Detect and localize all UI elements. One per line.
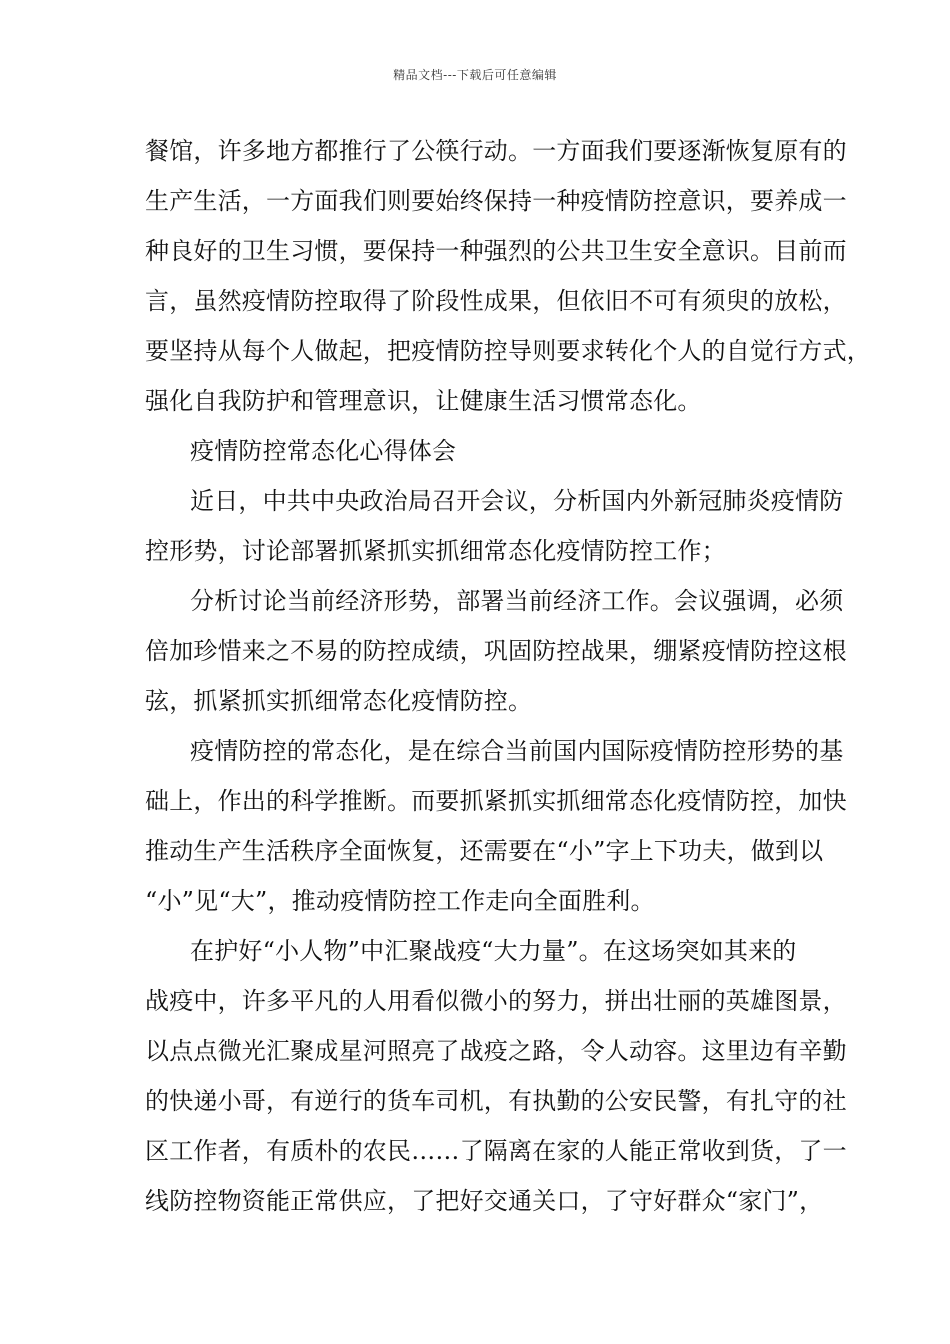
body-line: 在护好“小人物”中汇聚战疫“大力量”。在这场突如其来的 [190, 937, 797, 965]
body-line: 倍加珍惜来之不易的防控成绩，巩固防控战果，绷紧疫情防控这根 [145, 637, 847, 665]
body-line: 种良好的卫生习惯，要保持一种强烈的公共卫生安全意识。目前而 [145, 237, 847, 265]
body-line: 近日，中共中央政治局召开会议，分析国内外新冠肺炎疫情防 [190, 487, 844, 515]
body-line: 要坚持从每个人做起，把疫情防控导则要求转化个人的自觉行方式， [145, 337, 871, 365]
page-header: 精品文档---下载后可任意编辑 [393, 68, 557, 82]
body-line: 线防控物资能正常供应，了把好交通关口，了守好群众“家门”， [145, 1187, 824, 1215]
body-line: 战疫中，许多平凡的人用看似微小的努力，拼出壮丽的英雄图景， [145, 987, 847, 1015]
body-line: “小”见“大”，推动疫情防控工作走向全面胜利。 [145, 887, 655, 915]
body-line: 推动生产生活秩序全面恢复，还需要在“小”字上下功夫，做到以 [145, 837, 824, 865]
body-line: 的快递小哥，有逆行的货车司机，有执勤的公安民警，有扎守的社 [145, 1087, 847, 1115]
section-title: 疫情防控常态化心得体会 [190, 437, 457, 465]
body-line: 强化自我防护和管理意识，让健康生活习惯常态化。 [145, 387, 702, 415]
body-line: 础上，作出的科学推断。而要抓紧抓实抓细常态化疫情防控，加快 [145, 787, 847, 815]
body-line: 餐馆，许多地方都推行了公筷行动。一方面我们要逐渐恢复原有的 [145, 137, 847, 165]
body-line: 控形势，讨论部署抓紧抓实抓细常态化疫情防控工作； [145, 537, 726, 565]
body-line: 以点点微光汇聚成星河照亮了战疫之路，令人动容。这里边有辛勤 [145, 1037, 847, 1065]
body-line: 分析讨论当前经济形势，部署当前经济工作。会议强调，必须 [190, 587, 844, 615]
body-line: 生产生活，一方面我们则要始终保持一种疫情防控意识，要养成一 [145, 187, 847, 215]
body-line: 弦，抓紧抓实抓细常态化疫情防控。 [145, 687, 533, 715]
body-line: 区工作者，有质朴的农民……了隔离在家的人能正常收到货，了一 [145, 1137, 847, 1165]
body-line: 疫情防控的常态化，是在综合当前国内国际疫情防控形势的基 [190, 737, 844, 765]
body-line: 言，虽然疫情防控取得了阶段性成果，但依旧不可有须臾的放松， [145, 287, 847, 315]
